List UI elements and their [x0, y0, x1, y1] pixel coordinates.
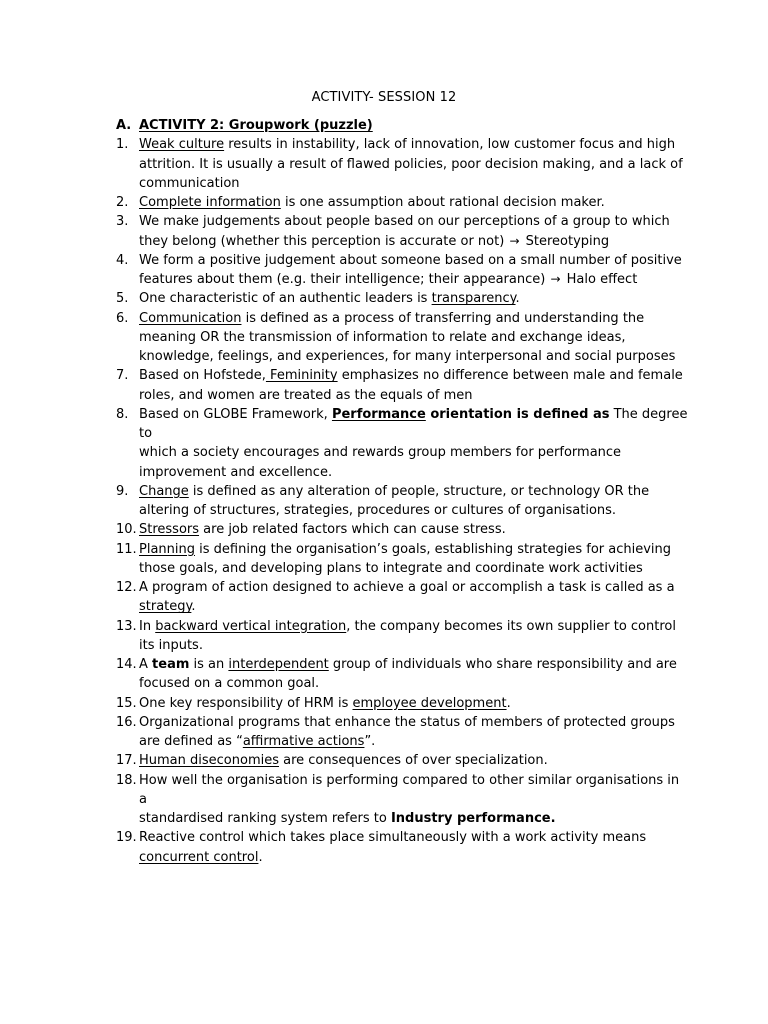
text-segment: are consequences of over specialization. [279, 753, 548, 769]
text-line [139, 482, 691, 501]
text-segment: We make judgements about people based on our perceptions of a group to which [139, 214, 670, 230]
list-item-number: 18. [116, 772, 137, 788]
text-segment: its inputs. [139, 637, 203, 653]
text-segment: transparency [431, 291, 516, 307]
list-item-number: 5. [116, 291, 129, 307]
list-item [116, 617, 691, 656]
list-item-text [139, 540, 691, 579]
list-item-number: 1. [116, 137, 129, 153]
text-segment: How well the organisation is performing compared to other similar organisations in a [139, 772, 680, 807]
text-segment: which a society encourages and rewards group members for performance [139, 445, 622, 461]
list-item [116, 751, 691, 770]
text-segment: One key responsibility of HRM is [139, 695, 353, 711]
list-item-number: 8. [116, 406, 129, 422]
text-segment: Reactive control which takes place simultaneously with a work activity means [139, 830, 647, 846]
text-segment: is defined as a process of transferring and understanding the [241, 310, 645, 326]
text-line [139, 193, 691, 212]
list-item-text [139, 482, 691, 521]
list-item [116, 289, 691, 308]
text-line [139, 386, 691, 405]
text-segment: Performance [331, 406, 426, 422]
text-line [139, 443, 691, 462]
list-item-text [139, 520, 691, 539]
text-segment: is defined as any alteration of people, structure, or technology OR the [188, 483, 650, 499]
numbered-list [116, 135, 691, 867]
text-segment: knowledge, feelings, and experiences, for many interpersonal and social purposes [139, 349, 676, 364]
list-item-number: 13. [116, 618, 137, 634]
section-label: A. [116, 118, 132, 133]
list-item [116, 655, 691, 694]
text-segment: altering of structures, strategies, procedures or cultures of organisations. [139, 503, 617, 518]
list-item-text [139, 771, 691, 829]
list-item [116, 771, 691, 829]
text-segment: is an [189, 657, 229, 672]
text-line [139, 251, 691, 270]
text-line [139, 155, 691, 174]
list-item-number: 19. [116, 830, 137, 846]
document-title: ACTIVITY- SESSION 12 [311, 90, 457, 105]
text-line [139, 328, 691, 347]
text-segment: improvement and excellence. [139, 464, 333, 480]
text-segment: Based on GLOBE Framework, [139, 406, 332, 422]
list-item-text [139, 578, 691, 617]
list-item-number: 6. [116, 310, 129, 326]
text-line [139, 135, 691, 154]
list-item [116, 482, 691, 521]
text-segment: roles, and women are treated as the equals of men [139, 387, 473, 403]
list-item-text [139, 694, 691, 713]
section-heading [116, 116, 691, 135]
list-item-number: 17. [116, 753, 137, 769]
text-segment: is defining the organisation’s goals, establishing strategies for achieving [195, 541, 672, 557]
list-item [116, 578, 691, 617]
list-item-text [139, 828, 691, 867]
text-segment: We form a positive judgement about someone based on a small number of positive [139, 252, 682, 268]
text-line [139, 463, 691, 482]
text-segment: Halo effect [562, 272, 638, 287]
text-segment: backward vertical integration [155, 618, 347, 634]
text-line [139, 212, 691, 231]
text-segment: Industry performance. [390, 811, 556, 826]
text-segment: Communication [139, 310, 242, 326]
text-line [139, 809, 691, 828]
list-item-text [139, 289, 691, 308]
text-line [139, 540, 691, 559]
text-segment: , the company becomes its own supplier to control [346, 618, 676, 634]
list-item [116, 694, 691, 713]
list-item-number: 12. [116, 580, 137, 595]
section-title: ACTIVITY 2: Groupwork (puzzle) [139, 118, 373, 133]
text-line [139, 751, 691, 770]
text-segment: A [139, 657, 153, 672]
text-line [139, 674, 691, 693]
list-item-text [139, 617, 691, 656]
arrow-icon: → [509, 233, 520, 248]
list-item [116, 251, 691, 290]
text-segment: Based on Hofstede, [139, 368, 266, 384]
text-line [139, 848, 691, 867]
text-segment: meaning OR the transmission of information to relate and exchange ideas, [139, 329, 626, 345]
list-item-text [139, 751, 691, 770]
list-item [116, 520, 691, 539]
text-line [139, 617, 691, 636]
text-line [139, 559, 691, 578]
text-segment: . [258, 849, 263, 865]
text-segment: Planning [139, 541, 195, 557]
text-segment: communication [139, 175, 240, 191]
text-segment: concurrent control [139, 849, 259, 865]
list-item [116, 366, 691, 405]
text-segment: they belong (whether this perception is accurate or not) [139, 233, 509, 249]
text-line [139, 520, 691, 539]
text-segment: Organizational programs that enhance the status of members of protected groups [139, 714, 675, 730]
list-item-text [139, 655, 691, 694]
list-item [116, 713, 691, 752]
text-segment: Human diseconomies [139, 753, 279, 769]
list-item-number: 2. [116, 195, 129, 210]
list-item [116, 405, 691, 482]
list-item-text [139, 193, 691, 212]
list-item-number: 15. [116, 695, 137, 711]
list-item-number: 4. [116, 252, 129, 268]
text-line [139, 771, 691, 810]
text-segment: Femininity [265, 368, 338, 384]
list-item-text [139, 366, 691, 405]
text-segment: attrition. It is usually a result of flawed policies, poor decision making, and a lack of [139, 156, 683, 172]
text-line [139, 732, 691, 751]
list-item [116, 540, 691, 579]
text-line [139, 578, 691, 597]
list-item-number: 7. [116, 368, 129, 384]
text-line [139, 232, 691, 251]
text-segment: focused on a common goal. [139, 676, 320, 692]
list-item [116, 193, 691, 212]
list-item-text [139, 309, 691, 367]
text-segment: team [152, 657, 190, 672]
text-segment: A program of action designed to achieve a goal or accomplish a task is called as a [139, 580, 675, 595]
text-line [139, 270, 691, 289]
list-item-number: 11. [116, 541, 137, 557]
text-segment: is one assumption about rational decision maker. [280, 195, 605, 210]
text-line [139, 713, 691, 732]
text-line [139, 597, 691, 616]
text-line [139, 347, 691, 366]
text-segment: group of individuals who share responsibility and are [328, 657, 677, 672]
text-line [139, 694, 691, 713]
text-segment: employee development [352, 695, 507, 711]
list-item-number: 10. [116, 522, 137, 538]
text-segment: orientation is defined as [425, 406, 610, 422]
list-item-number: 9. [116, 483, 129, 499]
text-line [139, 289, 691, 308]
text-segment: . [506, 695, 511, 711]
text-segment: affirmative actions [242, 734, 365, 749]
text-segment: those goals, and developing plans to integrate and coordinate work activities [139, 560, 643, 576]
list-item-text [139, 713, 691, 752]
list-item [116, 135, 691, 193]
list-item [116, 828, 691, 867]
list-item-text [139, 251, 691, 290]
text-segment: strategy [139, 599, 192, 615]
text-segment: interdependent [228, 657, 329, 672]
text-segment: . [515, 291, 520, 307]
text-line [139, 405, 691, 444]
list-item-number: 3. [116, 214, 129, 230]
text-line [139, 309, 691, 328]
arrow-icon: → [550, 272, 561, 286]
text-segment: emphasizes no difference between male and female [337, 368, 683, 384]
text-line [139, 828, 691, 847]
list-item-text [139, 212, 691, 251]
text-line [139, 655, 691, 674]
text-segment: Stressors [139, 522, 200, 538]
text-segment: Change [139, 483, 189, 499]
text-segment: are defined as “ [139, 734, 243, 749]
list-item-text [139, 135, 691, 193]
list-item [116, 212, 691, 251]
text-line [139, 174, 691, 193]
text-segment: The degree to [139, 406, 688, 441]
text-segment: ”. [364, 734, 376, 749]
text-line [139, 501, 691, 520]
list-item-text [139, 405, 691, 482]
text-segment: are job related factors which can cause stress. [199, 522, 506, 538]
list-item-number: 16. [116, 714, 137, 730]
text-segment: One characteristic of an authentic leaders is [139, 291, 432, 307]
text-segment: Complete information [139, 195, 281, 210]
text-segment: In [139, 618, 156, 634]
text-segment: . [191, 599, 196, 615]
list-item [116, 309, 691, 367]
list-item-number: 14. [116, 657, 137, 672]
text-segment: standardised ranking system refers to [139, 811, 391, 826]
document-body [116, 116, 691, 867]
text-segment: Weak culture [139, 137, 225, 153]
text-segment: Stereotyping [521, 233, 610, 249]
text-segment: features about them (e.g. their intelligence; their appearance) [139, 272, 550, 287]
text-line [139, 366, 691, 385]
text-segment: results in instability, lack of innovation, low customer focus and high [224, 137, 676, 153]
text-line [139, 636, 691, 655]
